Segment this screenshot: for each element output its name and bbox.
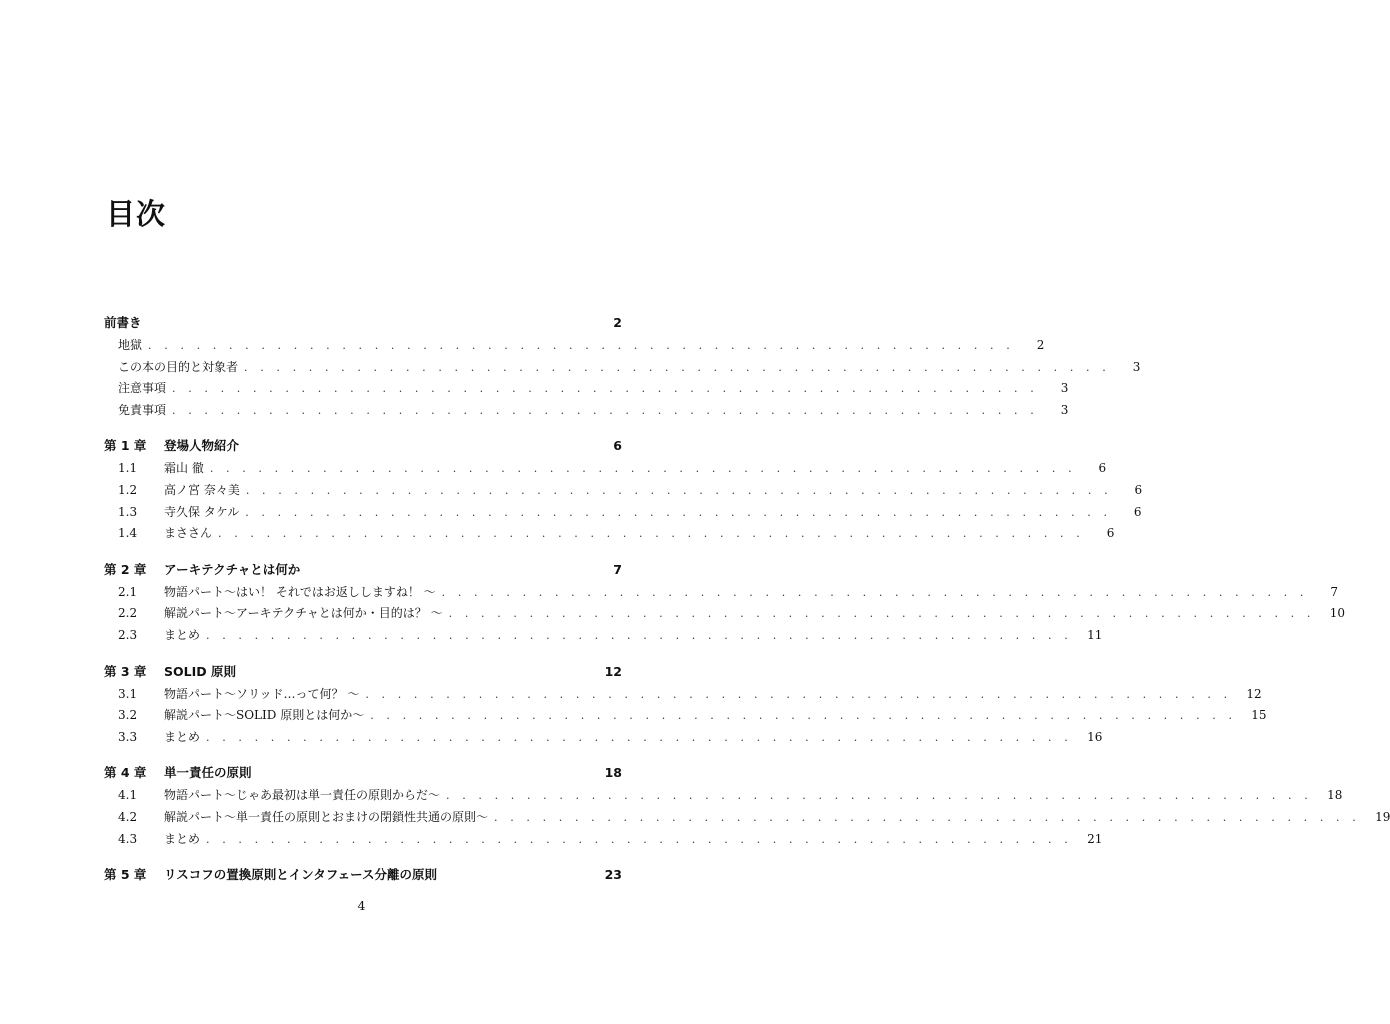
toc-chapter-title: リスコフの置換原則とインタフェース分離の原則 [164,867,438,883]
toc-entry-number: 1.4 [118,526,138,541]
toc-entry-page: 6 [1106,526,1115,541]
toc-chapter-row[interactable] [104,760,622,785]
dot-leader: . . . . . . . . . . . . . . . . . . . . . . . . . . . . . . . . . . . . . . . . . . . . . . . . . . . . . . [148,339,1015,352]
toc-chapter-title: 登場人物紹介 [164,438,240,454]
toc-chapter-row[interactable] [104,557,622,582]
toc-entry-page: 6 [1098,461,1107,476]
toc-chapter-number: 第 3 章 [104,663,147,679]
toc-entry[interactable] [104,829,1103,851]
toc-entry-number: 1.3 [118,504,138,519]
toc-chapter-row[interactable] [104,310,622,335]
toc-entry-number: 4.1 [118,788,138,803]
toc-entry[interactable] [104,684,1262,706]
toc-entry-title: 地獄 [118,338,143,352]
dot-leader: . . . . . . . . . . . . . . . . . . . . . . . . . . . . . . . . . . . . . . . . . . . . . . . . . . . . . . [370,709,1237,723]
dot-leader: . . . . . . . . . . . . . . . . . . . . . . . . . . . . . . . . . . . . . . . . . . . . . . . . . . . . . . [245,483,1113,497]
toc-entry-number: 4.3 [118,831,138,846]
toc-chapter-title: アーキテクチャとは何か [164,561,301,577]
toc-entry-page: 18 [1327,788,1343,803]
toc-chapter-page: 2 [613,315,622,330]
dot-leader: . . . . . . . . . . . . . . . . . . . . . . . . . . . . . . . . . . . . . . . . . . . . . . . . . . . . . . [244,360,1111,374]
toc-chapter-number: 第 5 章 [104,867,147,883]
toc-entry-page: 21 [1087,831,1103,846]
dot-leader: . . . . . . . . . . . . . . . . . . . . . . . . . . . . . . . . . . . . . . . . . . . . . . . . . . . . . . [365,687,1232,701]
toc-chapter-page: 23 [604,867,622,883]
toc-entry-title: 寺久保 タケル [164,504,240,519]
dot-leader: . . . . . . . . . . . . . . . . . . . . . . . . . . . . . . . . . . . . . . . . . . . . . . . . . . . . . . [206,730,1073,744]
toc-entry-title: 注意事項 [118,381,167,396]
toc-entry-number: 4.2 [118,809,138,824]
toc-entry[interactable] [104,357,1141,379]
dot-leader: . . . . . . . . . . . . . . . . . . . . . . . . . . . . . . . . . . . . . . . . . . . . . . . . . . . . . . [245,505,1112,519]
toc-entry-page: 16 [1087,729,1103,744]
toc-chapter-row[interactable] [104,862,622,887]
toc-entry[interactable] [104,335,1045,357]
toc-entry-page: 19 [1375,809,1390,824]
toc-chapter-page: 6 [613,438,622,454]
dot-leader: . . . . . . . . . . . . . . . . . . . . . . . . . . . . . . . . . . . . . . . . . . . . . . . . . . . . . . [172,403,1039,417]
toc-entry-page: 2 [1036,338,1045,352]
toc-chapter-row[interactable] [104,433,622,458]
toc-chapter-title: 前書き [104,315,142,330]
page-title: 目次 [106,197,167,231]
toc-entry[interactable] [104,727,1103,749]
toc-chapter-3 [104,659,1267,749]
toc-chapter-5 [104,862,622,887]
table-of-contents [104,310,1390,899]
dot-leader: . . . . . . . . . . . . . . . . . . . . . . . . . . . . . . . . . . . . . . . . . . . . . . . . . . . . . . [172,382,1039,396]
toc-chapter-row[interactable] [104,659,622,684]
page-number: 4 [357,898,366,913]
toc-entry-page: 11 [1087,627,1103,642]
dot-leader: . . . . . . . . . . . . . . . . . . . . . . . . . . . . . . . . . . . . . . . . . . . . . . . . . . . . . . [209,462,1077,476]
toc-chapter-number: 第 2 章 [104,561,147,577]
toc-entry-title: まとめ [164,729,201,744]
toc-entry[interactable] [104,603,1345,625]
toc-entry-title: 物語パート〜じゃあ最初は単一責任の原則からだ〜 [164,788,441,803]
toc-entry-number: 2.1 [118,584,138,599]
toc-entry-title: 高ノ宮 奈々美 [164,482,240,497]
toc-entry-title: 解説パート〜単一責任の原則とおまけの閉鎖性共通の原則〜 [164,809,489,824]
toc-entry[interactable] [104,625,1103,647]
toc-entry-title: 物語パート〜はい！ それではお返ししますね！ 〜 [164,584,436,599]
dot-leader: . . . . . . . . . . . . . . . . . . . . . . . . . . . . . . . . . . . . . . . . . . . . . . . . . . . . . . [494,810,1361,824]
toc-entry-title: この本の目的と対象者 [118,359,239,374]
toc-entry-title: 解説パート〜アーキテクチャとは何か・目的は？ 〜 [164,606,443,621]
toc-entry-number: 1.1 [118,461,138,476]
toc-chapter-page: 7 [613,561,622,577]
toc-chapter-page: 18 [604,765,622,781]
toc-section-preface [104,310,1141,421]
toc-entry[interactable] [104,480,1143,502]
toc-chapter-page: 12 [604,663,622,679]
toc-entry[interactable] [104,523,1115,545]
toc-entry[interactable] [104,502,1142,524]
dot-leader: . . . . . . . . . . . . . . . . . . . . . . . . . . . . . . . . . . . . . . . . . . . . . . . . . . . . . . [448,607,1315,621]
toc-entry[interactable] [104,582,1338,604]
dot-leader: . . . . . . . . . . . . . . . . . . . . . . . . . . . . . . . . . . . . . . . . . . . . . . . . . . . . . . [206,628,1073,642]
toc-entry-page: 7 [1330,584,1338,599]
dot-leader: . . . . . . . . . . . . . . . . . . . . . . . . . . . . . . . . . . . . . . . . . . . . . . . . . . . . . . [218,527,1085,541]
toc-entry-number: 2.2 [118,606,138,621]
toc-entry-title: 免責事項 [118,402,167,417]
toc-entry-title: まささん [164,526,213,541]
toc-entry-number: 3.2 [118,708,138,723]
dot-leader: . . . . . . . . . . . . . . . . . . . . . . . . . . . . . . . . . . . . . . . . . . . . . . . . . . . . . . [446,789,1313,803]
dot-leader: . . . . . . . . . . . . . . . . . . . . . . . . . . . . . . . . . . . . . . . . . . . . . . . . . . . . . . [206,832,1073,846]
toc-entry[interactable] [104,705,1267,727]
dot-leader: . . . . . . . . . . . . . . . . . . . . . . . . . . . . . . . . . . . . . . . . . . . . . . . . . . . . . . [441,585,1308,599]
toc-entry-number: 3.1 [118,686,138,701]
toc-entry-page: 3 [1132,359,1141,374]
toc-entry[interactable] [104,807,1390,829]
toc-entry-number: 2.3 [118,627,138,642]
toc-chapter-title: SOLID 原則 [164,663,236,679]
toc-entry-page: 12 [1246,686,1262,701]
toc-entry-title: まとめ [164,831,201,846]
toc-entry[interactable] [104,378,1069,400]
toc-entry[interactable] [104,785,1343,807]
toc-entry[interactable] [104,458,1107,480]
toc-entry-page: 3 [1060,381,1069,396]
toc-entry-title: 物語パート〜ソリッド…って何？ 〜 [164,686,360,701]
toc-chapter-number: 第 1 章 [104,438,147,454]
toc-chapter-title: 単一責任の原則 [164,765,252,781]
toc-entry-number: 1.2 [118,482,138,497]
toc-chapter-number: 第 4 章 [104,765,147,781]
toc-chapter-4 [104,760,1390,850]
toc-entry-title: 解説パート〜SOLID 原則とは何か〜 [164,708,365,723]
toc-entry[interactable] [104,400,1069,422]
toc-entry-title: まとめ [164,627,201,642]
toc-chapter-2 [104,557,1345,647]
toc-entry-number: 3.3 [118,729,138,744]
toc-entry-page: 10 [1329,606,1345,621]
toc-chapter-1 [104,433,1143,544]
toc-entry-page: 3 [1060,402,1069,417]
toc-entry-page: 6 [1134,482,1143,497]
toc-entry-title: 霜山 徹 [164,461,204,476]
toc-entry-page: 15 [1251,708,1267,723]
toc-entry-page: 6 [1133,504,1142,519]
